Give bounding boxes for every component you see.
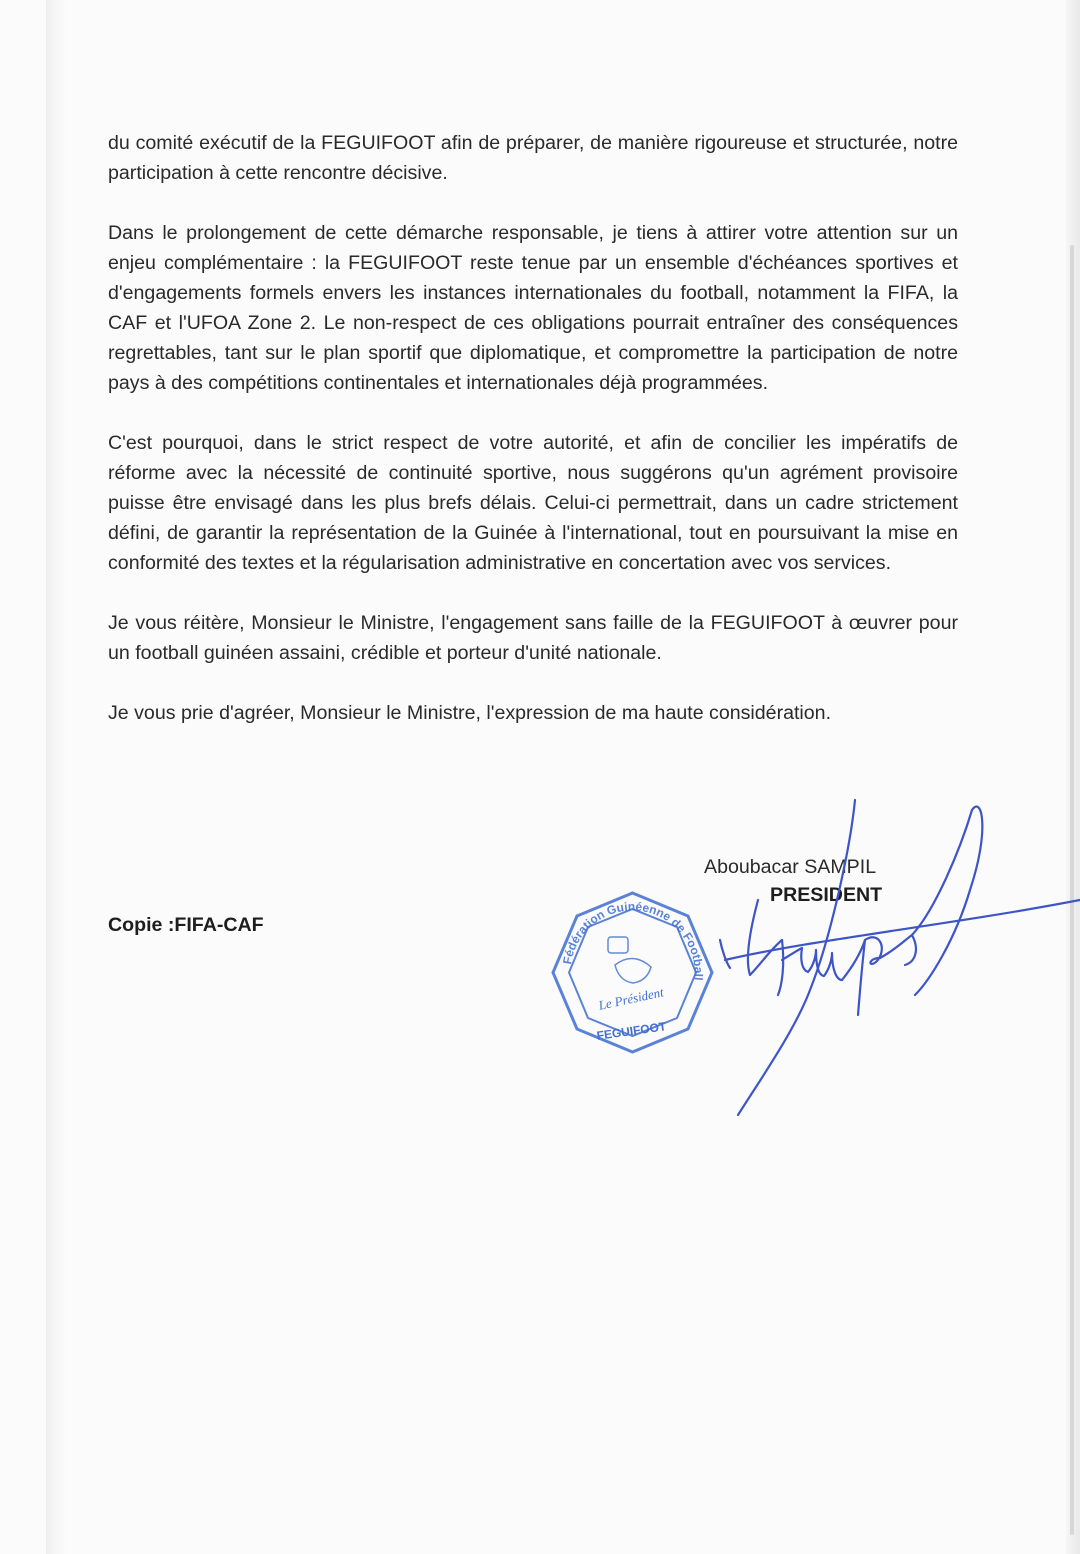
stamp-bottom-text: FEGUIFOOT [595,1019,668,1043]
copy-line: Copie :FIFA-CAF [108,914,264,936]
paragraph-agrement: C'est pourquoi, dans le strict respect de votre autorité, et afin de concilier les impératifs de réforme avec la nécessité de continuité sportive, nous suggérons qu'un agrément provisoire puisse être envisagé dans les plus brefs délais. Celui-ci permettrait, dans un cadre strictement défini, de garantir la représentation de la Guinée à l'international, tout en poursuivant la mise en conformité des textes et la régularisation administrative en concertation avec vos services. [108,432,958,574]
page-edge-shadow [46,0,68,1554]
signatory-name: Aboubacar SAMPIL [704,856,877,878]
stamp-inner-text: Le Président [597,984,665,1013]
paragraph-closing: Je vous prie d'agréer, Monsieur le Ministre, l'expression de ma haute considération. [108,702,832,724]
letter-body [108,128,958,758]
svg-text:Fédération Guinéenne de Footba [560,899,706,981]
paragraph-engagement: Je vous réitère, Monsieur le Ministre, l'engagement sans faille de la FEGUIFOOT à œuvrer pour un football guinéen assaini, crédible et porteur d'unité nationale. [108,612,958,664]
stamp-ring-text: Fédération Guinéenne de Football [560,899,706,982]
handwritten-signature-icon [690,790,1080,1120]
paragraph-comite: du comité exécutif de la FEGUIFOOT afin de préparer, de manière rigoureuse et structurée, notre participation à cette rencontre décisive. [108,132,958,184]
paragraph-enjeu: Dans le prolongement de cette démarche responsable, je tiens à attirer votre attention sur un enjeu complémentaire : la FEGUIFOOT reste tenue par un ensemble d'échéances sportives et d'engagements formels envers les instances internationales du football, notamment la FIFA, la CAF et l'UFOA Zone 2. Le non-respect de ces obligations pourrait entraîner des conséquences regrettables, tant sur le plan sportif que diplomatique, et compromettre la participation de notre pays à des compétitions continentales et internationales déjà programmées. [108,222,958,394]
signatory-title: PRESIDENT [770,884,883,906]
